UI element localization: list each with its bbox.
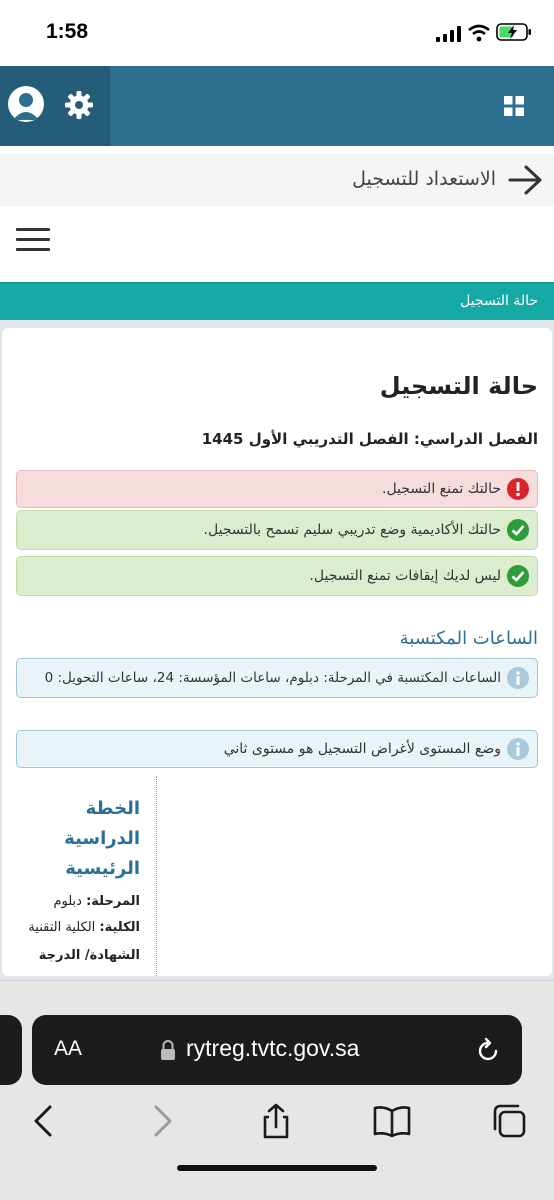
page-title: الاستعداد للتسجيل [352,168,496,190]
address-bar[interactable] [32,1015,522,1085]
alert-text: حالتك تمنع التسجيل. [382,481,501,497]
alert-no-holds [16,556,538,596]
settings-gear-icon[interactable] [64,90,94,120]
alert-academic-status [16,510,538,550]
plan-college-row [6,920,140,935]
back-chevron-icon[interactable] [24,1103,64,1139]
alert-text: حالتك الأكاديمية وضع تدريبي سليم تسمح بالتسجيل. [203,522,501,538]
info-icon [507,738,529,760]
plan-degree-row: الشهادة/ الدرجة [38,948,140,963]
plan-stage-row [6,894,140,909]
level-text: وضع المستوى لأغراض التسجيل هو مستوى ثاني [223,741,501,757]
semester-label: الفصل الدراسي: الفصل التدريبي الأول 1445 [201,430,538,448]
plan-title-line: الدراسية [64,828,140,849]
home-indicator [177,1165,377,1171]
bookmarks-book-icon[interactable] [372,1103,412,1139]
reload-icon[interactable] [476,1037,500,1063]
tabs-overview-icon[interactable] [490,1103,530,1139]
college-value: الكلية التقنية [28,920,96,935]
user-avatar-icon[interactable] [8,86,44,122]
info-icon [507,667,529,689]
content-area [0,320,554,980]
stage-label: المرحلة: [86,894,140,909]
plan-title-line: الخطة [85,798,140,819]
breadcrumb [0,282,554,320]
check-circle-icon [507,565,529,587]
alert-text: ليس لديك إيقافات تمنع التسجيل. [309,568,501,584]
apps-grid-icon[interactable] [504,96,524,116]
status-time: 1:58 [46,20,89,43]
back-arrow-icon[interactable] [508,164,542,196]
lock-icon [160,1039,176,1061]
menu-hamburger-icon[interactable] [16,228,50,252]
reader-text-size-button[interactable]: AA [54,1037,83,1060]
breadcrumb-current[interactable]: حالة التسجيل [460,293,538,309]
page-title-bar [0,154,554,206]
card-title: حالة التسجيل [379,372,538,400]
url-text[interactable]: rytreg.tvtc.gov.sa [186,1035,360,1061]
forward-chevron-icon[interactable] [142,1103,182,1139]
previous-tab-edge[interactable] [0,1015,22,1085]
earned-hours-info [16,658,538,698]
plan-title-line: الرئيسية [65,858,140,879]
app-top-bar [0,66,554,146]
check-circle-icon [507,519,529,541]
earned-hours-title: الساعات المكتسبة [399,628,538,649]
browser-toolbar [0,980,554,1200]
stage-value: دبلوم [53,894,82,909]
battery-charging-icon [496,22,532,42]
main-study-plan-title[interactable] [14,794,140,884]
earned-hours-text: الساعات المكتسبة في المرحلة: دبلوم، ساعات المؤسسة: 24، ساعات التحويل: 0 [44,670,501,686]
cellular-signal-icon [436,26,462,42]
status-bar [0,0,554,66]
registration-status-card [2,328,552,976]
college-label: الكلية: [99,920,140,935]
exclamation-icon [507,478,529,500]
alert-registration-blocked [16,470,538,508]
wifi-icon [468,24,490,42]
level-info [16,730,538,768]
user-actions-panel [0,66,110,146]
share-icon[interactable] [256,1103,296,1139]
plan-divider [156,776,157,976]
